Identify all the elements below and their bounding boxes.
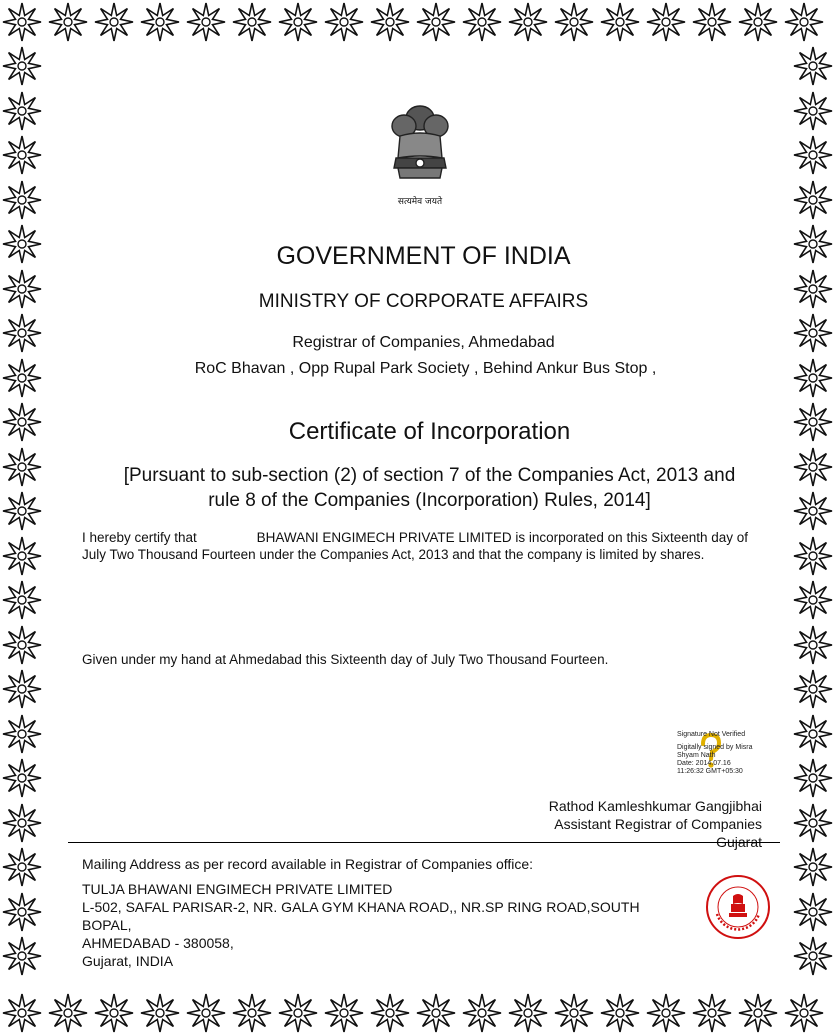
signatory-state: Gujarat <box>716 834 762 850</box>
border-star-icon <box>2 758 42 798</box>
certify-suffix: is incorporated on this Sixteenth day of July Two Thousand Fourteen under the Companies Act, 2013 and that the company is limited by shares. <box>82 530 749 562</box>
border-star-icon <box>646 2 686 42</box>
border-star-icon <box>462 993 502 1033</box>
given-under-hand: Given under my hand at Ahmedabad this Sixteenth day of July Two Thousand Fourteen. <box>82 652 609 667</box>
border-star-icon <box>793 536 833 576</box>
border-star-icon <box>793 180 833 220</box>
mailing-line: Gujarat, INDIA <box>82 953 174 969</box>
company-name: BHAWANI ENGIMECH PRIVATE LIMITED <box>256 530 512 545</box>
border-star-icon <box>738 2 778 42</box>
border-star-icon <box>2 714 42 754</box>
border-star-icon <box>186 993 226 1033</box>
border-star-icon <box>232 2 272 42</box>
border-star-icon <box>793 669 833 709</box>
border-star-icon <box>278 2 318 42</box>
border-star-icon <box>94 993 134 1033</box>
border-star-icon <box>793 135 833 175</box>
border-star-icon <box>2 847 42 887</box>
border-star-icon <box>793 847 833 887</box>
signature-date: Date: 2014.07.16 <box>677 760 731 767</box>
border-star-icon <box>2 936 42 976</box>
border-star-icon <box>793 714 833 754</box>
border-star-icon <box>2 625 42 665</box>
pursuant-line-2: rule 8 of the Companies (Incorporation) Rules, 2014] <box>208 490 651 511</box>
border-star-icon <box>738 993 778 1033</box>
border-star-icon <box>692 2 732 42</box>
border-star-icon <box>793 758 833 798</box>
mailing-address-heading: Mailing Address as per record available in Registrar of Companies office: <box>82 856 534 872</box>
digital-signature-status <box>677 731 757 776</box>
signature-status-text: Signature Not Verified <box>677 731 746 738</box>
border-star-icon <box>508 2 548 42</box>
border-star-icon <box>370 2 410 42</box>
border-star-icon <box>2 669 42 709</box>
border-star-icon <box>2 536 42 576</box>
ashoka-emblem-icon <box>380 96 460 208</box>
border-star-icon <box>140 993 180 1033</box>
signature-time: 11:26:32 GMT+05:30 <box>677 768 743 775</box>
border-star-icon <box>2 180 42 220</box>
signatory-designation: Assistant Registrar of Companies <box>554 816 762 832</box>
emblem-motto: सत्यमेव जयते <box>397 197 443 207</box>
border-star-icon <box>2 993 42 1033</box>
border-star-icon <box>793 91 833 131</box>
border-star-icon <box>508 993 548 1033</box>
border-star-icon <box>278 993 318 1033</box>
border-star-icon <box>793 580 833 620</box>
registrar-office: Registrar of Companies, Ahmedabad <box>292 334 555 351</box>
registrar-seal-icon <box>705 874 771 940</box>
border-star-icon <box>48 993 88 1033</box>
signature-signed-by: Digitally signed by Misra Shyam Nath <box>677 744 753 759</box>
border-star-icon <box>2 46 42 86</box>
divider-line <box>68 842 780 843</box>
mailing-line: BOPAL, <box>82 917 132 933</box>
border-star-icon <box>692 993 732 1033</box>
mailing-line: TULJA BHAWANI ENGIMECH PRIVATE LIMITED <box>82 881 393 897</box>
border-star-icon <box>186 2 226 42</box>
border-star-icon <box>2 2 42 42</box>
border-star-icon <box>646 993 686 1033</box>
border-star-icon <box>370 993 410 1033</box>
border-star-icon <box>793 892 833 932</box>
signatory-name: Rathod Kamleshkumar Gangjibhai <box>548 798 762 814</box>
government-heading: GOVERNMENT OF INDIA <box>276 242 571 270</box>
border-star-icon <box>2 135 42 175</box>
border-star-icon <box>793 625 833 665</box>
registrar-address: RoC Bhavan , Opp Rupal Park Society , Behind Ankur Bus Stop , <box>194 360 657 377</box>
bottom-star-border <box>0 991 835 1035</box>
border-star-icon <box>2 803 42 843</box>
mailing-line: L-502, SAFAL PARISAR-2, NR. GALA GYM KHANA ROAD,, NR.SP RING ROAD,SOUTH <box>82 899 640 915</box>
border-star-icon <box>554 2 594 42</box>
border-star-icon <box>48 2 88 42</box>
border-star-icon <box>784 993 824 1033</box>
border-star-icon <box>2 892 42 932</box>
certificate-title: Certificate of Incorporation <box>288 418 571 445</box>
left-star-border <box>0 44 44 991</box>
border-star-icon <box>416 2 456 42</box>
border-star-icon <box>784 2 824 42</box>
border-star-icon <box>416 993 456 1033</box>
border-star-icon <box>600 2 640 42</box>
right-star-border <box>791 44 835 991</box>
border-star-icon <box>232 993 272 1033</box>
border-star-icon <box>324 2 364 42</box>
border-star-icon <box>554 993 594 1033</box>
border-star-icon <box>793 803 833 843</box>
border-star-icon <box>324 993 364 1033</box>
border-star-icon <box>600 993 640 1033</box>
border-star-icon <box>793 46 833 86</box>
certification-paragraph <box>82 529 754 563</box>
ministry-heading: MINISTRY OF CORPORATE AFFAIRS <box>258 291 589 312</box>
mailing-line: AHMEDABAD - 380058, <box>82 935 234 951</box>
pursuant-line-1: [Pursuant to sub-section (2) of section 7 of the Companies Act, 2013 and <box>123 465 736 486</box>
border-star-icon <box>793 936 833 976</box>
certify-prefix: I hereby certify that <box>82 530 197 545</box>
border-star-icon <box>140 2 180 42</box>
top-star-border <box>0 0 835 44</box>
border-star-icon <box>2 580 42 620</box>
border-star-icon <box>94 2 134 42</box>
border-star-icon <box>462 2 502 42</box>
border-star-icon <box>2 91 42 131</box>
pursuant-clause <box>12 463 835 513</box>
mailing-address <box>82 880 640 970</box>
